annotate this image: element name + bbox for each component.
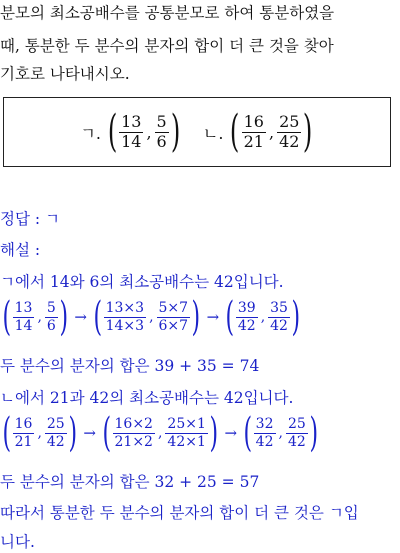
lcm-sentence-2: ㄴ에서 21과 42의 최소공배수는 42입니다. [0,389,294,407]
question-line-1: 분모의 최소공배수를 공통분모로 하여 통분하였을 [0,4,335,22]
option-b-label: ㄴ. [202,123,224,143]
denominator: 42 [46,433,65,450]
sum-sentence-1: 두 분수의 분자의 합은 39 + 35 = 74 [0,357,260,375]
lcm-sentence-1: ㄱ에서 14와 6의 최소공배수는 42입니다. [0,273,284,291]
denominator: 14 [121,131,142,151]
numerator: 25 [46,415,65,432]
denominator: 42 [287,433,306,450]
numerator: 13×3 [105,299,145,316]
numerator: 5 [46,299,56,316]
left-paren: ( [230,106,240,157]
question-line-2: 때, 통분한 두 분수의 분자의 합이 더 큰 것을 찾아 [0,37,334,55]
numerator: 39 [237,299,256,316]
numerator: 16 [14,415,33,432]
arrow-icon: → [224,424,238,442]
numerator: 13 [121,111,142,131]
denominator: 42×1 [167,433,206,450]
denominator: 14×3 [105,317,145,334]
conclusion-line-1: 따라서 통분한 두 분수의 분자의 합이 더 큰 것은 ㄱ입 [0,504,359,522]
calculation-row-2: ( $\frac{16}{21}$ , $\frac{25}{42}$ ) → ( $\frac{16\times 2}{21\times 2}$ , $\frac{25\times 1}{42\times 1}$ ) → ( $\frac{32}{42}$ , $\frac{25}{42}$ ) [2,410,318,456]
numerator: 5 [156,111,167,131]
options-box [3,97,391,167]
arrow-icon: → [74,308,87,326]
conclusion-line-2: 니다. [0,533,35,551]
numerator: 16×2 [114,415,153,432]
denominator: 6 [46,317,56,334]
option-a-label: ㄱ. [80,123,101,143]
numerator: 25×1 [167,415,206,432]
numerator: 25 [287,415,306,432]
fraction [242,111,266,151]
arrow-icon: → [206,308,220,326]
right-paren: ) [170,106,181,157]
comma: , [146,122,152,142]
comma: , [268,122,275,142]
numerator: 5×7 [158,299,189,316]
denominator: 42 [255,433,274,450]
numerator: 35 [270,299,288,316]
denominator: 21 [243,131,264,151]
numerator: 13 [14,299,33,316]
denominator: 21×2 [114,433,153,450]
option-a [80,106,181,157]
denominator: 6 [156,131,167,151]
left-paren: ( [107,106,118,157]
denominator: 42 [237,317,256,334]
sum-sentence-2: 두 분수의 분자의 합은 32 + 25 = 57 [0,473,260,491]
denominator: 42 [279,131,300,151]
calculation-row-1: ( $\frac{13}{14}$ , $\frac{5}{6}$ ) → ( $\frac{13\times 3}{14\times 3}$ , $\frac{5\times 7}{6\times 7}$ ) → ( $\frac{39}{42}$ , $\frac{35}{42}$ ) [2,294,301,340]
fraction [277,111,301,151]
explanation-heading: 해설 : [0,241,41,259]
right-paren: ) [303,106,313,157]
question-line-3: 기호로 나타내시오. [0,65,130,83]
numerator: 25 [279,111,300,131]
denominator: 21 [14,433,33,450]
denominator: 14 [14,317,33,334]
answer-line: 정답 : ㄱ [0,210,60,228]
option-b [202,106,314,157]
fraction [155,111,169,151]
numerator: 16 [243,111,264,131]
fraction [119,111,143,151]
denominator: 6×7 [158,317,189,334]
denominator: 42 [270,317,288,334]
arrow-icon: → [83,424,96,442]
numerator: 32 [255,415,274,432]
